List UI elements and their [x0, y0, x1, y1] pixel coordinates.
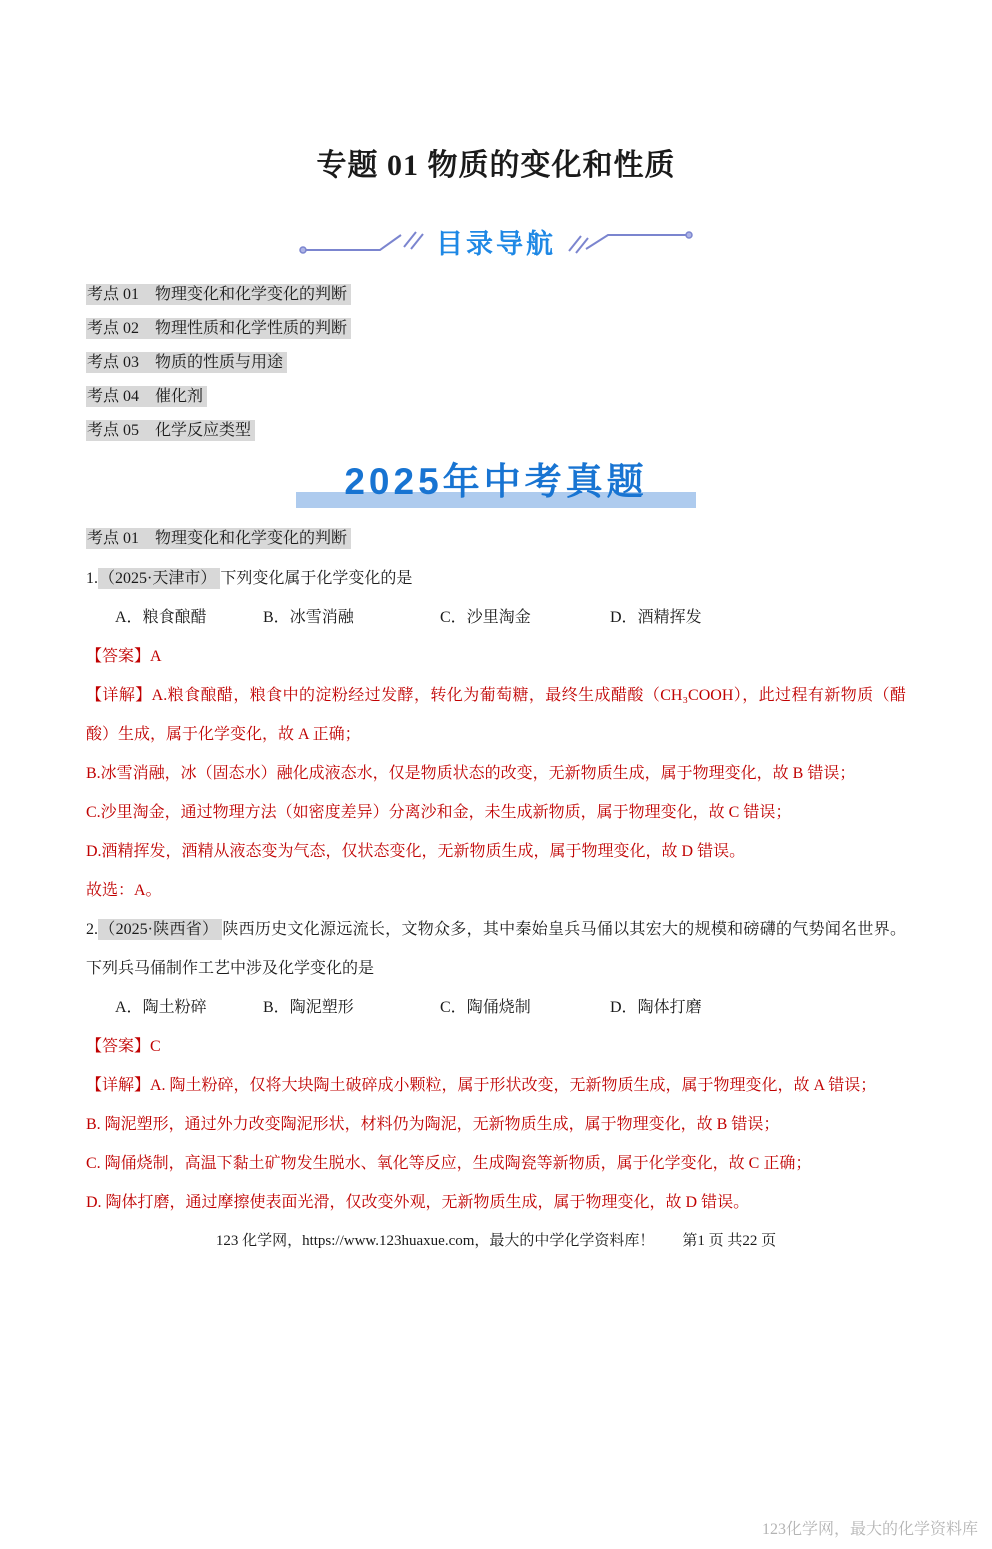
option-c — [440, 988, 610, 1027]
answer-label: 【答案】 — [86, 648, 151, 665]
toc-item: 考点 02 物理性质和化学性质的判断 — [86, 318, 906, 340]
footer-site-info: 123 化学网，https://www.123huaxue.com，最大的中学化学资料库！ — [215, 1233, 655, 1249]
option-text: 粮食酿醋 — [142, 609, 207, 626]
toc-item: 考点 04 催化剂 — [86, 386, 906, 408]
answer-line — [86, 637, 906, 676]
option-text: 陶泥塑形 — [289, 999, 354, 1016]
option-label: D． — [610, 609, 638, 626]
analysis-paragraph: C.沙里淘金，通过物理方法（如密度差异）分离沙和金，未生成新物质，属于物理变化，故 C 错误； — [86, 804, 792, 821]
question-source-tag: （2025·天津市） — [98, 568, 220, 589]
option-text: 沙里淘金 — [466, 609, 531, 626]
question-stem-line — [86, 910, 906, 988]
question-source-tag: （2025·陕西省） — [98, 919, 222, 940]
option-d — [610, 988, 906, 1027]
option-b — [263, 988, 440, 1027]
question-block-2 — [86, 910, 906, 1222]
option-b — [263, 598, 440, 637]
option-label: A． — [115, 999, 143, 1016]
option-text: 酒精挥发 — [637, 609, 702, 626]
question-number: 2. — [86, 921, 98, 938]
answer-value: C — [150, 1038, 161, 1055]
toc-item: 考点 03 物质的性质与用途 — [86, 352, 906, 374]
analysis-paragraph: B. 陶泥塑形，通过外力改变陶泥形状，材料仍为陶泥，无新物质生成，属于物理变化，故 B 错误； — [86, 1116, 780, 1133]
question-block-1 — [86, 559, 906, 910]
option-label: D． — [610, 999, 638, 1016]
question-stem-line — [86, 559, 906, 598]
options-row — [86, 598, 906, 637]
option-text: 冰雪消融 — [289, 609, 354, 626]
answer-value: A — [150, 648, 162, 665]
option-c — [440, 598, 610, 637]
page-title: 专题 01 物质的变化和性质 — [316, 149, 676, 182]
option-label: B． — [263, 609, 290, 626]
section-header: 考点 01 物理变化和化学变化的判断 — [86, 527, 906, 551]
options-row — [86, 988, 906, 1027]
banner-line-right-icon — [566, 227, 694, 262]
analysis-paragraph: 故选：A。 — [86, 882, 162, 899]
analysis-paragraph: D. 陶体打磨，通过摩擦使表面光滑，仅改变外观，无新物质生成，属于物理变化，故 D 错误。 — [86, 1194, 750, 1211]
exam-banner — [86, 454, 906, 512]
toc-list — [86, 284, 906, 442]
question-number: 1. — [86, 570, 98, 587]
analysis-paragraph: C. 陶俑烧制，高温下黏土矿物发生脱水、氧化等反应，生成陶瓷等新物质，属于化学变化，故 C 正确； — [86, 1155, 812, 1172]
exam-banner-title: 2025年中考真题 — [344, 461, 648, 502]
analysis-paragraph: B.冰雪消融，冰（固态水）融化成液态水，仅是物质状态的改变，无新物质生成，属于物理变化，故 B 错误； — [86, 765, 856, 782]
option-label: C． — [440, 999, 467, 1016]
option-label: A． — [115, 609, 143, 626]
toc-item: 考点 05 化学反应类型 — [86, 420, 906, 442]
option-text: 陶俑烧制 — [466, 999, 531, 1016]
toc-banner — [86, 224, 906, 264]
toc-banner-title: 目录导航 — [436, 228, 556, 259]
question-stem: 下列变化属于化学变化的是 — [220, 570, 413, 587]
banner-line-left-icon — [298, 227, 426, 262]
analysis-paragraph: 【详解】A. 陶土粉碎，仅将大块陶土破碎成小颗粒，属于形状改变，无新物质生成，属于物理变化，故 A 错误； — [86, 1077, 877, 1094]
option-label: B． — [263, 999, 290, 1016]
page-footer — [86, 1230, 906, 1252]
option-text: 陶土粉碎 — [142, 999, 207, 1016]
option-d — [610, 598, 906, 637]
answer-label: 【答案】 — [86, 1038, 151, 1055]
watermark: 123化学网，最大的化学资料库 — [761, 1521, 978, 1538]
option-a — [115, 988, 263, 1027]
analysis-paragraph: D.酒精挥发，酒精从液态变为气态，仅状态变化，无新物质生成，属于物理变化，故 D 错误。 — [86, 843, 746, 860]
toc-item: 考点 01 物理变化和化学变化的判断 — [86, 284, 906, 306]
option-label: C． — [440, 609, 467, 626]
option-a — [115, 598, 263, 637]
footer-page-indicator: 第1 页 共22 页 — [682, 1233, 777, 1249]
analysis-paragraph: 【详解】A.粮食酿醋，粮食中的淀粉经过发酵，转化为葡萄糖，最终生成醋酸（CH₃COOH），此过程有新物质（醋酸）生成，属于化学变化，故 A 正确； — [86, 687, 906, 743]
option-text: 陶体打磨 — [637, 999, 702, 1016]
answer-line — [86, 1027, 906, 1066]
document-page — [0, 146, 992, 1252]
question-stem: 陕西历史文化源远流长，文物众多，其中秦始皇兵马俑以其宏大的规模和磅礴的气势闻名世界。下列兵马俑制作工艺中涉及化学变化的是 — [86, 921, 906, 977]
